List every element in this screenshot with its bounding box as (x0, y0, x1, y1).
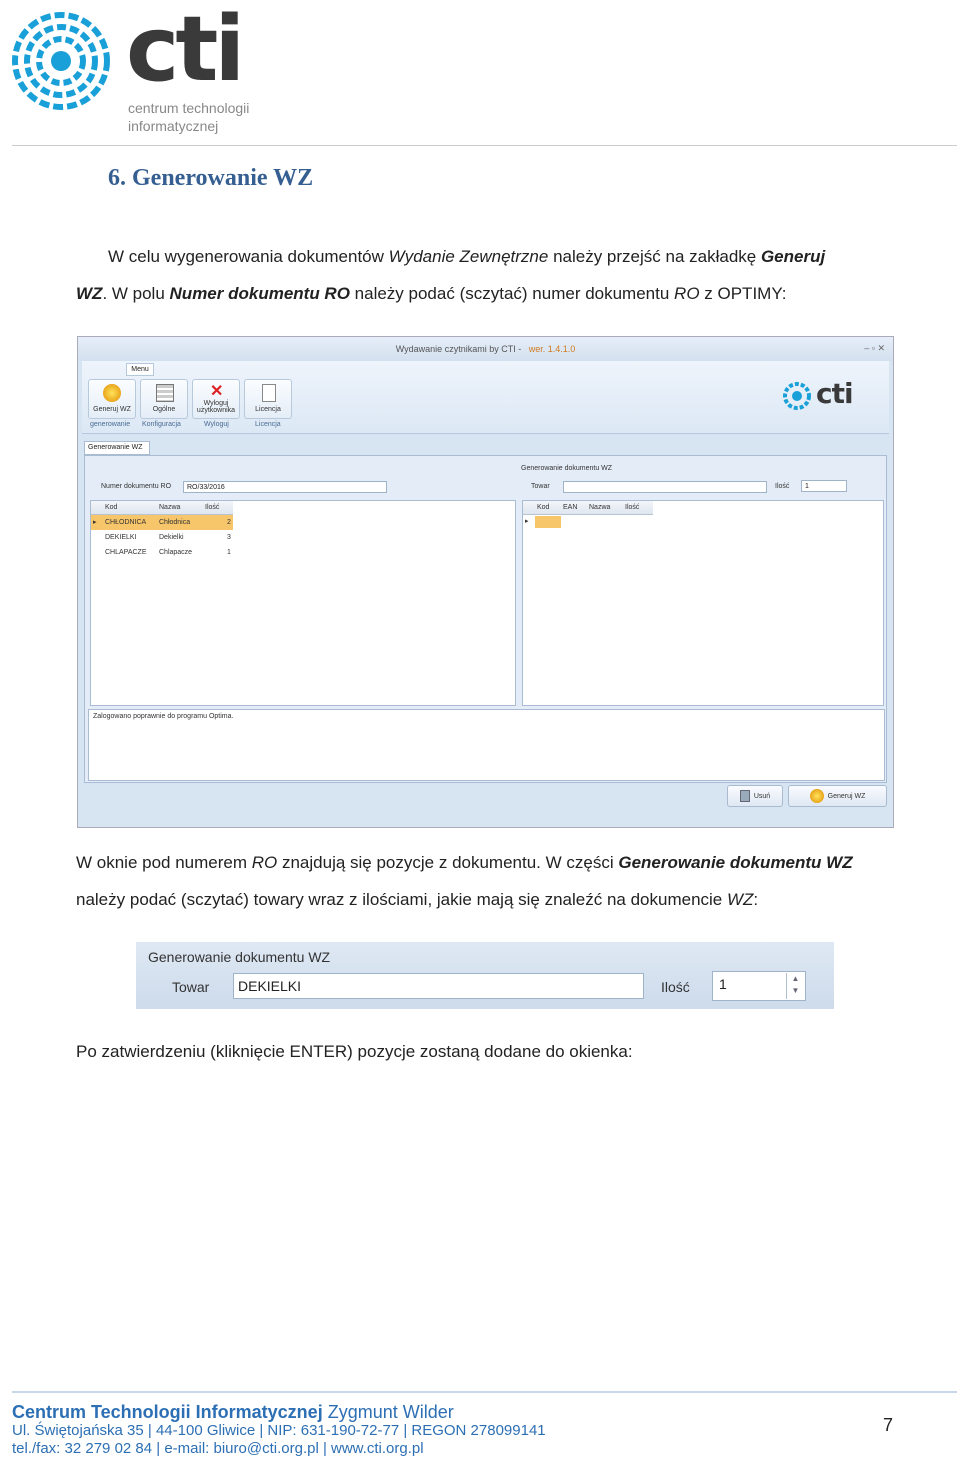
cell: Chlapacze (159, 549, 193, 556)
text-italic: RO (251, 853, 278, 872)
table-row[interactable] (91, 545, 233, 560)
wyloguj-ribbon-button[interactable] (192, 379, 240, 419)
text: należy podać (sczytać) numer dokumentu (349, 284, 675, 303)
cell: 1 (227, 549, 231, 556)
app-logo-word: cti (816, 377, 853, 410)
col-ean[interactable]: EAN (563, 504, 578, 511)
text-bold-italic: Numer dokumentu RO (169, 284, 350, 303)
right-grid-header (523, 501, 653, 515)
zoom-ilosc-label: Ilość (661, 979, 690, 995)
right-grid (522, 500, 884, 706)
table-row[interactable] (91, 530, 233, 545)
para2-line1 (76, 844, 853, 881)
text-italic: RO (674, 284, 700, 303)
button-label: Wyloguj użytkownika (196, 400, 236, 414)
group-label: generowanie (90, 421, 131, 428)
text: Centrum Technologii Informatycznej (12, 1402, 323, 1422)
text: należy podać (sczytać) towary wraz z ilościami, jakie mają się znaleźć na dokumencie (76, 890, 727, 909)
ro-label: Numer dokumentu RO (101, 483, 172, 490)
title-bar (78, 337, 893, 361)
logo-sub2: informatycznej (128, 118, 219, 134)
app-window (77, 336, 894, 828)
text: W oknie pod numerem (76, 853, 252, 872)
zoom-ilosc-stepper[interactable]: 1 (712, 971, 806, 1001)
cti-small-logo-icon (782, 381, 812, 411)
left-grid (90, 500, 516, 706)
text-italic: Wydanie Zewnętrzne (388, 247, 549, 266)
ilosc-stepper[interactable]: 1 (801, 480, 847, 492)
col-nazwa[interactable]: Nazwa (159, 504, 181, 511)
cell: CHŁODNICA (105, 519, 147, 526)
cell: Dekielki (159, 534, 184, 541)
col-nazwa[interactable]: Nazwa (589, 504, 611, 511)
tab-generowanie-wz[interactable]: Generowanie WZ (84, 441, 150, 455)
section-title: 6. Generowanie WZ (108, 165, 314, 191)
licencja-ribbon-button[interactable] (244, 379, 292, 419)
button-label: Usuń (753, 792, 771, 800)
group-label: Konfiguracja (142, 421, 181, 428)
logo-sub1: centrum technologii (128, 100, 250, 116)
footer-company (12, 1402, 454, 1423)
log-panel (88, 709, 885, 781)
license-icon (262, 384, 276, 402)
cell: 2 (227, 519, 231, 526)
footer-address: Ul. Świętojańska 35 | 44-100 Gliwice | NIP: 631-190-72-77 | REGON 278099141 (12, 1422, 546, 1439)
ilosc-label: Ilość (775, 483, 790, 490)
towar-input[interactable] (563, 481, 767, 493)
version-label: wer. 1.4.1.0 (528, 344, 576, 354)
para3: Po zatwierdzeniu (kliknięcie ENTER) pozycje zostaną dodane do okienka: (76, 1042, 633, 1061)
text: z OPTIMY: (699, 284, 787, 303)
delete-button[interactable] (727, 785, 783, 807)
tab-menu[interactable]: Menu (126, 363, 154, 376)
para2-line2 (76, 881, 758, 918)
col-kod[interactable]: Kod (105, 504, 118, 511)
ribbon (82, 361, 889, 434)
zoom-group-title: Generowanie dokumentu WZ (148, 949, 331, 965)
generuj-wz-ribbon-button[interactable] (88, 379, 136, 419)
text: . W polu (102, 284, 170, 303)
stepper-arrows-icon[interactable]: ▲ ▼ (786, 973, 804, 999)
ro-input[interactable]: RO/33/2016 (183, 481, 387, 493)
app-logo (782, 377, 853, 416)
left-grid-header (91, 501, 233, 515)
cell: DEKIELKI (105, 534, 137, 541)
towar-label: Towar (531, 483, 550, 490)
zoomed-gen-panel (136, 942, 834, 1009)
group-label: Wyloguj (204, 421, 229, 428)
text: Zygmunt Wilder (322, 1402, 454, 1422)
text: należy przejść na zakładkę (548, 247, 761, 266)
window-controls-icon[interactable]: – ▫ ✕ (864, 343, 885, 353)
text-bold-italic: Generowanie dokumentu WZ (618, 853, 853, 872)
cell: CHLAPACZE (105, 549, 147, 556)
table-row[interactable]: ▸ CHŁODNICA Chłodnica 2 (91, 515, 233, 530)
trash-icon (740, 790, 750, 802)
button-label: Generuj WZ (93, 406, 131, 413)
cell: 3 (227, 534, 231, 541)
para1-line2 (76, 275, 786, 312)
button-label: Licencja (255, 406, 281, 413)
button-label: Ogólne (152, 406, 176, 413)
generuj-wz-button[interactable] (788, 785, 887, 807)
footer-divider (12, 1391, 957, 1393)
col-kod[interactable]: Kod (537, 504, 550, 511)
text-bold-italic: WZ (76, 284, 103, 303)
text-italic: WZ (726, 890, 754, 909)
group-label: Licencja (255, 421, 281, 428)
page-number: 7 (883, 1415, 894, 1435)
window-title: Wydawanie czytnikami by CTI - (395, 344, 522, 354)
zoom-towar-input[interactable]: DEKIELKI (233, 973, 644, 999)
cti-logo-icon (10, 10, 112, 112)
para1-line1 (108, 238, 896, 275)
text: : (753, 890, 759, 909)
logout-x-icon: ✕ (210, 383, 224, 400)
table-row[interactable]: ▸ (523, 515, 653, 529)
log-text: Zalogowano poprawnie do programu Optima. (93, 713, 234, 720)
zoom-towar-label: Towar (172, 979, 210, 995)
text: znajdują się pozycje z dokumentu. W części (277, 853, 619, 872)
cell: Chłodnica (159, 519, 191, 526)
gen-group-label: Generowanie dokumentu WZ (521, 465, 613, 472)
footer-contact: tel./fax: 32 279 02 84 | e-mail: biuro@cti.org.pl | www.cti.org.pl (12, 1440, 424, 1457)
settings-icon (156, 384, 174, 402)
logo-wordmark: cti (126, 0, 242, 102)
generate-icon (810, 789, 824, 803)
col-ilosc[interactable]: Ilość (625, 504, 640, 511)
col-ilosc[interactable]: Ilość (205, 504, 220, 511)
ogolne-ribbon-button[interactable] (140, 379, 188, 419)
main-area (84, 455, 887, 783)
header-divider (12, 145, 957, 146)
text-bold-italic: Generuj (760, 247, 826, 266)
button-label: Generuj WZ (827, 792, 866, 800)
text: W celu wygenerowania dokumentów (108, 247, 389, 266)
generate-icon (103, 384, 121, 402)
